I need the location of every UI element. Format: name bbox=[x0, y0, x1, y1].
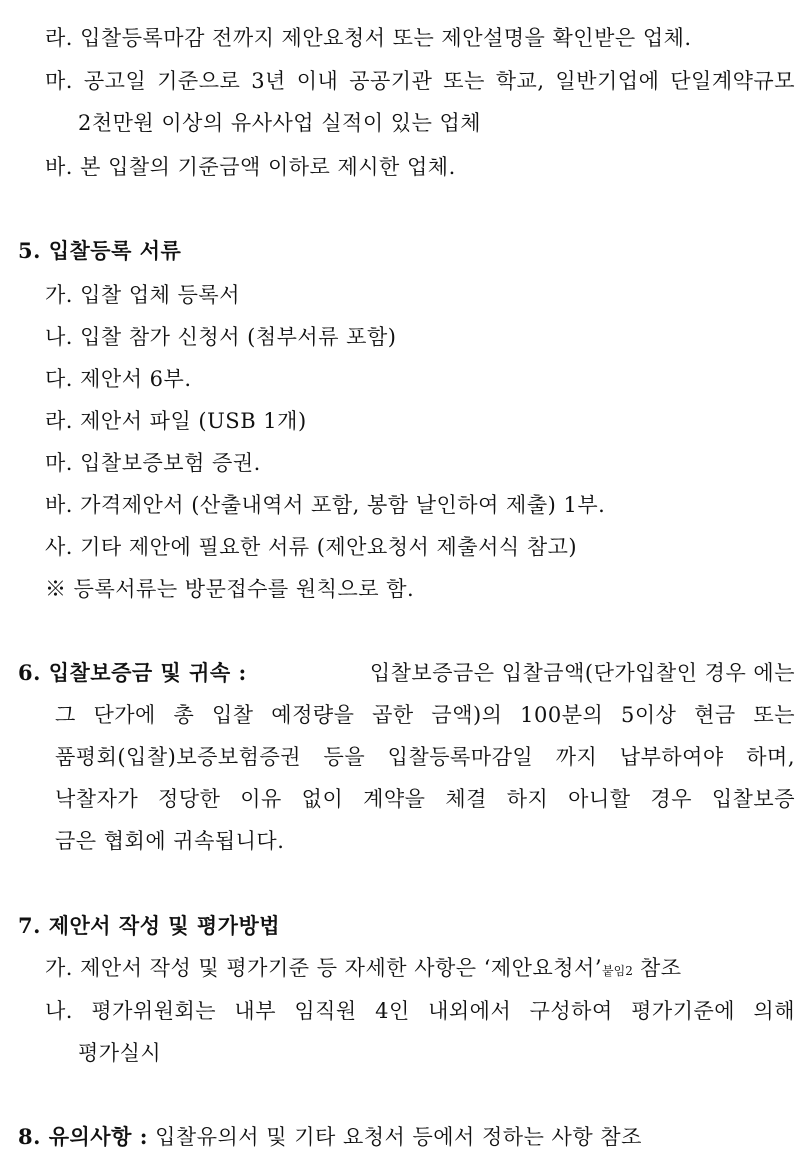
section-6-first-line bbox=[18, 658, 795, 688]
section-7-item-ga-text: 가. 제안서 작성 및 평가기준 등 자세한 사항은 ‘제안요청서’ bbox=[45, 956, 603, 980]
section-5-heading: 5. 입찰등록 서류 bbox=[18, 238, 182, 263]
section-5-item-ma: 마. 입찰보증보험 증권. bbox=[45, 451, 261, 475]
section-8-line bbox=[18, 1122, 642, 1152]
section-5-item-sa: 사. 기타 제안에 필요한 서류 (제안요청서 제출서식 참고) bbox=[45, 535, 578, 559]
section-7-item-na-continued: 평가실시 bbox=[78, 1041, 162, 1065]
eligibility-item-ma-continued: 2천만원 이상의 유사사업 실적이 있는 업체 bbox=[78, 111, 482, 135]
section-5-item-ga: 가. 입찰 업체 등록서 bbox=[45, 283, 240, 307]
section-6-text-line-2: 그 단가에 총 입찰 예정량을 곱한 금액)의 100분의 5이상 현금 또는 bbox=[55, 703, 795, 727]
section-7-item-na: 나. 평가위원회는 내부 임직원 4인 내외에서 구성하여 평가기준에 의해 bbox=[45, 999, 795, 1023]
section-5-item-na: 나. 입찰 참가 신청서 (첨부서류 포함) bbox=[45, 325, 397, 349]
section-7-item-ga bbox=[45, 953, 682, 986]
section-5-item-ra: 라. 제안서 파일 (USB 1개) bbox=[45, 409, 307, 433]
section-5-note: ※ 등록서류는 방문접수를 원칙으로 함. bbox=[45, 577, 415, 601]
section-6-text-line-3: 품평회(입찰)보증보험증권 등을 입찰등록마감일 까지 납부하여야 하며, bbox=[55, 745, 795, 769]
section-7-item-ga-attachment-note: 붙임2 bbox=[602, 964, 633, 978]
section-8-heading: 8. 유의사항 : bbox=[18, 1124, 148, 1149]
section-8-text: 입찰유의서 및 기타 요청서 등에서 정하는 사항 참조 bbox=[155, 1125, 642, 1149]
eligibility-item-ba: 바. 본 입찰의 기준금액 이하로 제시한 업체. bbox=[45, 155, 456, 179]
section-6-text-line-4: 낙찰자가 정당한 이유 없이 계약을 체결 하지 아니할 경우 입찰보증 bbox=[55, 787, 795, 811]
section-6-heading: 6. 입찰보증금 및 귀속 : bbox=[18, 660, 247, 685]
eligibility-item-ma: 마. 공고일 기준으로 3년 이내 공공기관 또는 학교, 일반기업에 단일계약규모 bbox=[45, 69, 795, 93]
eligibility-item-ra: 라. 입찰등록마감 전까지 제안요청서 또는 제안설명을 확인받은 업체. bbox=[45, 26, 692, 50]
section-6-text-line-5: 금은 협회에 귀속됩니다. bbox=[55, 829, 285, 853]
section-5-item-da: 다. 제안서 6부. bbox=[45, 367, 192, 391]
section-5-item-ba: 바. 가격제안서 (산출내역서 포함, 봉함 날인하여 제출) 1부. bbox=[45, 493, 606, 517]
section-7-heading: 7. 제안서 작성 및 평가방법 bbox=[18, 913, 281, 938]
section-7-item-ga-suffix: 참조 bbox=[632, 956, 682, 980]
section-6-text-line-1: 입찰보증금은 입찰금액(단가입찰인 경우 에는 bbox=[369, 661, 795, 685]
